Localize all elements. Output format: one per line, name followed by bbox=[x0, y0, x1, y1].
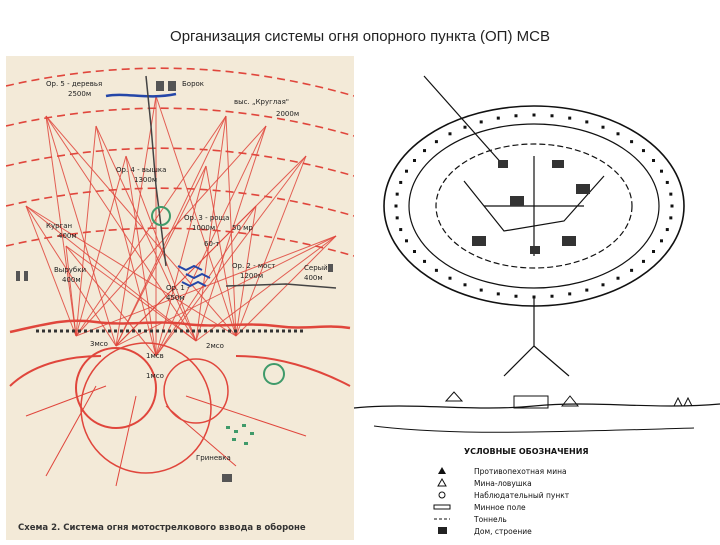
river-bank bbox=[374, 426, 694, 432]
ring-marker bbox=[448, 277, 451, 280]
legend-item bbox=[438, 479, 532, 488]
fire-line bbox=[96, 126, 156, 356]
label-mse4: 3мсо bbox=[90, 340, 108, 348]
ring-marker bbox=[514, 114, 517, 117]
label-mse2: 1мсо bbox=[146, 372, 164, 380]
label-seryy: Серый bbox=[304, 264, 328, 272]
legend-item bbox=[438, 527, 532, 536]
label-dist3: 1000м bbox=[192, 224, 216, 232]
ring-marker bbox=[666, 181, 669, 184]
label-dist-50m: 50 мр bbox=[232, 224, 253, 232]
label-dist-kruglaya: 2000м bbox=[276, 110, 300, 118]
legend-label: Тоннель bbox=[474, 515, 507, 524]
ring-marker bbox=[568, 117, 571, 120]
ring-marker bbox=[568, 292, 571, 295]
label-orientir5: Ор. 5 - деревья bbox=[46, 80, 103, 88]
ring-marker bbox=[652, 250, 655, 253]
legend-label: Мина-ловушка bbox=[474, 479, 532, 488]
ring-marker bbox=[551, 295, 554, 298]
ground-line bbox=[354, 404, 720, 408]
ring-marker bbox=[423, 149, 426, 152]
minefield-icon bbox=[434, 505, 450, 509]
ring-marker bbox=[642, 260, 645, 263]
observation-post-icon bbox=[439, 492, 445, 498]
label-mse1: 1мсв bbox=[146, 352, 164, 360]
ring-marker bbox=[464, 283, 467, 286]
label-dist-vyrubki: 400м bbox=[62, 276, 81, 284]
position-circle-1 bbox=[76, 348, 156, 428]
fire-line bbox=[76, 126, 96, 336]
label-grinevka: Гриневка bbox=[196, 454, 231, 462]
ring-marker bbox=[585, 289, 588, 292]
label-dist5: 2500м bbox=[68, 90, 92, 98]
ring-marker bbox=[396, 193, 399, 196]
fire-line bbox=[156, 166, 206, 356]
road-east bbox=[226, 284, 336, 288]
ring-marker bbox=[405, 170, 408, 173]
label-orientir1: Ор. 1 - bbox=[166, 284, 190, 292]
legend-label: Минное поле bbox=[474, 503, 526, 512]
ring-marker bbox=[435, 269, 438, 272]
ring-marker bbox=[652, 159, 655, 162]
ring-marker bbox=[666, 228, 669, 231]
ring-marker bbox=[514, 295, 517, 298]
ring-marker bbox=[669, 193, 672, 196]
label-dist2: 1200м bbox=[240, 272, 264, 280]
label-dist-seryy: 400м bbox=[304, 274, 323, 282]
label-borok: Борок bbox=[182, 80, 205, 88]
ring-marker bbox=[405, 239, 408, 242]
fire-line bbox=[26, 386, 106, 416]
mine-icon bbox=[438, 467, 446, 474]
fire-line bbox=[116, 396, 136, 486]
ring-marker bbox=[602, 283, 605, 286]
ring-marker bbox=[671, 205, 674, 208]
ring-marker bbox=[660, 170, 663, 173]
ring-marker bbox=[602, 126, 605, 129]
trench-lines bbox=[424, 76, 604, 376]
fire-system-diagram bbox=[6, 56, 354, 540]
legend-item bbox=[438, 467, 567, 476]
ring-marker bbox=[533, 114, 536, 117]
ring-marker bbox=[435, 140, 438, 143]
ring-marker bbox=[399, 181, 402, 184]
ring-marker bbox=[480, 289, 483, 292]
label-vyrubki: Вырубки bbox=[54, 266, 87, 274]
label-dist1: 450м bbox=[166, 294, 185, 302]
legend-label: Наблюдательный пункт bbox=[474, 491, 570, 500]
ring-marker bbox=[617, 132, 620, 135]
scheme-caption: Схема 2. Система огня мотострелкового взвода в обороне bbox=[18, 523, 306, 533]
house-icon bbox=[438, 527, 447, 534]
ring-marker bbox=[630, 269, 633, 272]
label-orientir2: Ор. 2 - мост bbox=[232, 262, 276, 270]
ring-marker bbox=[423, 260, 426, 263]
booby-trap-icon bbox=[438, 479, 446, 486]
legend-item bbox=[434, 503, 526, 512]
legend-label: Противопехотная мина bbox=[474, 467, 567, 476]
ring-marker bbox=[396, 216, 399, 219]
range-arc bbox=[6, 108, 354, 136]
ring-marker bbox=[669, 216, 672, 219]
label-vys-kruglaya: выс. „Круглая" bbox=[234, 98, 290, 106]
fire-line bbox=[186, 396, 306, 436]
label-orientir3: Ор. 3 - роща bbox=[184, 214, 230, 222]
label-mse3: 2мсо bbox=[206, 342, 224, 350]
ring-marker bbox=[551, 114, 554, 117]
label-dist-kurgan: 400м bbox=[58, 232, 77, 240]
position-circle-3 bbox=[164, 359, 228, 423]
label-dist4: 1300м bbox=[134, 176, 158, 184]
ring-marker bbox=[617, 277, 620, 280]
label-b: 60-т bbox=[204, 240, 220, 248]
legend bbox=[434, 467, 570, 536]
ring-marker bbox=[395, 205, 398, 208]
ring-marker bbox=[399, 228, 402, 231]
ring-marker bbox=[497, 292, 500, 295]
slide-title: Организация системы огня опорного пункта (ОП) МСВ bbox=[170, 28, 550, 45]
ring-marker bbox=[533, 296, 536, 299]
legend-item bbox=[439, 491, 570, 500]
ring-marker bbox=[642, 149, 645, 152]
ring-marker bbox=[413, 159, 416, 162]
ring-marker bbox=[585, 120, 588, 123]
fire-line bbox=[236, 236, 336, 336]
ring-marker bbox=[630, 140, 633, 143]
label-kurgan: Курган bbox=[46, 222, 73, 230]
legend-label: Дом, строение bbox=[474, 527, 532, 536]
strongpoint-drawing bbox=[354, 56, 720, 540]
fire-system-scheme bbox=[6, 56, 354, 540]
house-blocks bbox=[472, 160, 590, 254]
strongpoint-plan bbox=[354, 56, 720, 540]
river bbox=[106, 94, 176, 96]
label-orientir4: Ор. 4 - вышка bbox=[116, 166, 167, 174]
ring-marker bbox=[464, 126, 467, 129]
ring-marker bbox=[660, 239, 663, 242]
ring-marker bbox=[497, 117, 500, 120]
ring-marker bbox=[413, 250, 416, 253]
fire-line bbox=[236, 156, 306, 336]
ring-marker bbox=[448, 132, 451, 135]
rear-line bbox=[10, 356, 350, 386]
legend-item bbox=[434, 515, 507, 524]
ring-marker bbox=[480, 120, 483, 123]
legend-title: УСЛОВНЫЕ ОБОЗНАЧЕНИЯ bbox=[464, 447, 589, 456]
